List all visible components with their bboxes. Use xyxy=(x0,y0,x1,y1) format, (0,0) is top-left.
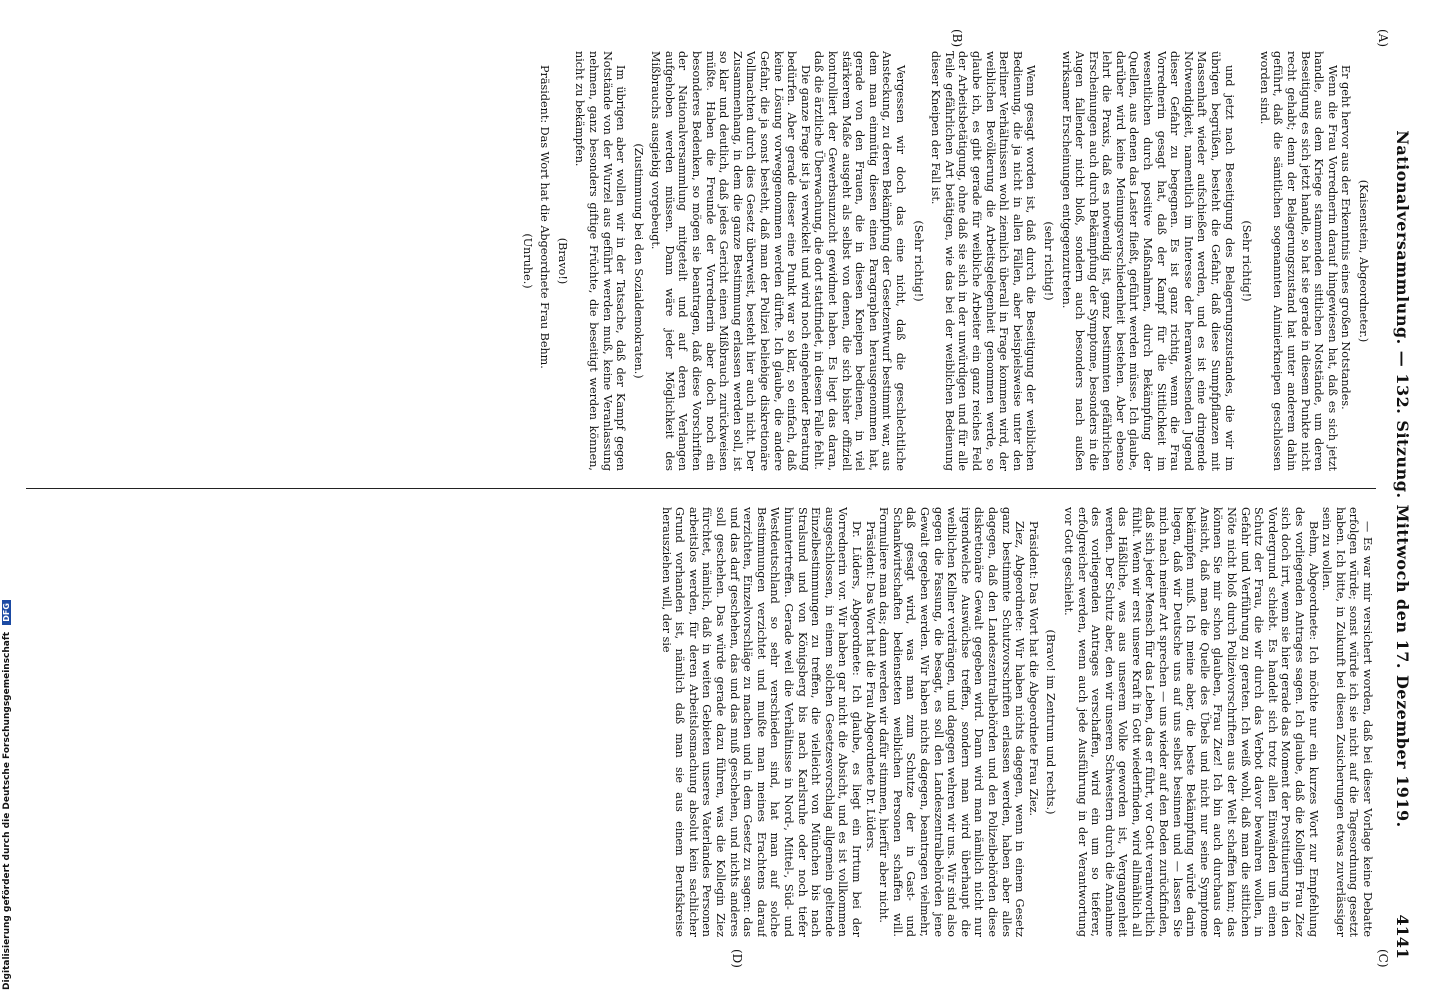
right-column xyxy=(30,507,1374,937)
footer-text: Digitalisierung gefördert durch die Deutsche Forschungsgemeinschaft xyxy=(2,631,12,990)
column-divider xyxy=(26,488,1376,489)
interjection: (Sehr richtig!) xyxy=(1240,220,1254,302)
paragraph: und jetzt nach Beseitigung des Belagerungszustandes, die wir im übrigen begrüßen, besteht die Gefahr, daß diese Sumpfpflanzen mit Massenhaft wieder aufschießen werden, und es ist eine dringende Notwendigkeit, namentlich im Interesse der heranwachsenden Jugend dieser Gefahr zu begegnen. Es ist ganz richtig, wenn die Frau Vorrednerin gesagt hat, daß der Kampf für die Sittlichkeit im wesentlichen durch positive Maßnahmen, durch Bekämpfung der Quellen, aus denen das Laster fließt, geführt werden müsse. Ich glaube, darüber wird keine Meinungsverschiedenheit bestehen. Aber ebenso lehrt die Praxis, daß es notwendig ist, ganz bestimmten gefährlichen Erscheinungen auch durch Bekämpfung der Symptome, besonders in die Augen fallender nicht bloß, sondern auch besonders nach außen wirksamer Erscheinungen entgegenzutreten. xyxy=(1059,51,1236,471)
interjection: (Bravo!) xyxy=(555,237,569,285)
page-number: 4141 xyxy=(1393,914,1412,959)
paragraph: Ziez, Abgeordnete: Wir haben nichts dagegen, wenn in einem Gesetz ganz bestimmte Schutzvorschriften erlassen werden, haben aber alles dagegen, daß den Landeszentralbehörden und den Polizeibehörden diese diskretionäre Gewalt gegeben wird. Dann wird man nämlich nicht nur irgendwelche Auswüchse treffen, sondern man wird überhaupt die weiblichen Kellner verdrängen, und dagegen wehren wir uns. Wir sind also gegen die Fassung, die besagt, es soll den Landeszentralbehörden jene Gewalt gegeben werden. Wir haben nichts dagegen, beantragen vielmehr, daß gesagt wird, was man zum Schutze der in Gast- und Schankwirtschaften bediensteten weiblichen Personen schaffen will. Formuliere man das; dann werden wir dafür stimmen, hierfür aber nicht. xyxy=(877,507,1027,937)
interjection: (Sehr richtig!) xyxy=(911,220,925,302)
page-title: Nationalversammlung. — 132. Sitzung. Mittwoch den 17. Dezember 1919. xyxy=(1393,130,1412,828)
paragraph: Wenn gesagt worden ist, daß durch die Beseitigung der weiblichen Bedienung, die ja nicht in allen Fällen, aber beispielsweise unter den Berliner Verhältnissen wohl ziemlich überall in Frage kommen wird, der weiblichen Bevölkerung die Arbeitsgelegenheit genommen werde, so glaube ich, es gibt gerade für weibliche Arbeiter ein ganz reiches Feld der Arbeitsbetätigung, ohne daß sie sich in der unwürdigen und für alle Teile gefährlichen Art betätigen, wie das bei der weiblichen Bedienung dieser Kneipen der Fall ist. xyxy=(929,51,1038,471)
interjection: (Bravo! im Zentrum und rechts.) xyxy=(1044,629,1058,815)
interjection: (Unruhe.) xyxy=(520,233,534,289)
margin-mark-d: (D) xyxy=(730,949,744,968)
interjection: (sehr richtig!) xyxy=(1041,221,1055,301)
left-column xyxy=(30,51,1374,471)
paragraph: Dr. Lüders, Abgeordnete: Ich glaube, es liegt ein Irrtum bei der Vorrednerin vor. Wir haben gar nicht die Absicht, und es ist vollkommen ausgeschlossen, in einem solchen Gesetzesvorschlag allgemein geltende Einzelbestimmungen zu treffen, die vielleicht von München bis nach Stralsund und von Königsberg bis nach Karlsruhe oder noch tiefer hinuntertreffen. Gerade weil die Verhältnisse in Nord-, Mittel-, Süd- und Westdeutschland so sehr verschieden sind, hat man auf solche Bestimmungen verzichtet und mußte man meines Erachtens darauf verzichten, Einzelvorschläge zu machen und in dem Gesetz zu sagen: das und das darf geschehen, das und das muß geschehen, und nichts anderes soll geschehen. Das würde gerade dazu führen, was die Kollegin Ziez fürchtet, nämlich, daß in weiten Gebieten unseres Vaterlandes Personen arbeitslos werden, für deren Arbeitslosmachung absolut kein sachlicher Grund vorhanden ist, nämlich daß man sie aus einem Berufskreise herausziehen will, der sie xyxy=(659,507,864,937)
speaker-heading: (Kaisenstein, Abgeordneter.) xyxy=(1357,179,1370,343)
margin-mark-a: (A) xyxy=(1376,29,1390,48)
paragraph: Wenn die Frau Vorrednerin darauf hingewiesen hat, daß es sich jetzt handle, aus dem Kriege stammenden sittlichen Notstände, um deren Beseitigung es sich jetzt handle, so hat sie gerade in diesem Punkte nicht recht gehabt; denn der Belagerungszustand hat unter anderem dahin geführt, daß die sämtlichen sogenannten Animierkneipen geschlossen worden sind. xyxy=(1257,51,1339,471)
president-line: Präsident: Das Wort hat die Frau Abgeordnete Dr. Lüders. xyxy=(863,521,877,852)
interjection: (Zustimmung bei den Sozialdemokraten.) xyxy=(631,143,645,379)
paragraph: Im übrigen aber wollen wir in der Tatsache, daß der Kampf gegen Notstände von der Wurzel aus geführt werden muß, keine Veranlassung nehmen, ganz besonders giftige Früchte, die beseitigt werden können, nicht zu bekämpfen. xyxy=(573,51,628,471)
dfg-logo: DFG xyxy=(2,600,11,625)
margin-mark-c: (C) xyxy=(1376,949,1390,968)
margin-mark-b: (B) xyxy=(950,29,964,48)
president-line: Präsident: Das Wort hat die Abgeordnete Frau Behm. xyxy=(538,65,552,369)
paragraph: Die ganze Frage ist ja verwickelt und wird noch eingehender Beratung bedürfen. Aber gerade dieser eine Punkt war so klar, so einfach, daß keine Lösung vorweggenommen werden dürfte. Ich glaube, die andere Gefahr, die ja sonst besteht, daß man der Polizei beliebige diskretionäre Vollmachten durch dies Gesetz überweist, besteht hier auch nicht. Der Zusammenhang, in dem die ganze Bestimmung erlassen werden soll, ist so klar und deutlich, daß jedes Gericht einen Mißbrauch zurückweisen müßte. Haben die Freunde der Vorrednerin aber doch noch ein besonderes Bedenken, so mögen sie beantragen, daß diese Vorschriften der Nationalversammlung mitgeteilt und auf deren Verlangen aufgehoben werden müssen. Dann wäre jeder Möglichkeit des Mißbrauchs ausgiebig vorgebeugt. xyxy=(649,51,812,471)
funding-footer xyxy=(2,600,16,990)
paragraph: — Es war mir versichert worden, daß bei dieser Vorlage keine Debatte erfolgen würde; sonst würde ich sie nicht auf die Tagesordnung gesetzt haben. Ich bitte, in Zukunft bei diesen Zusicherungen etwas zuverlässiger sein zu wollen. xyxy=(1320,507,1374,937)
page-header xyxy=(1388,39,1412,959)
paragraph: Behm, Abgeordnete: Ich möchte nur ein kurzes Wort zur Empfehlung des vorliegenden Antrages sagen. Ich glaube, daß die Kollegin Frau Ziez sich doch irrt, wenn sie hier gerade das Moment der Prostituierung in den Vordergrund schiebt. Es handelt sich trotz allen Einwänden um einen Schutz der Frau, die wir durch das Verbot davor bewahren wollen, in Gefahr und Verführung zu geraten. Ich weiß wohl, daß man die sittlichen Nöte nicht bloß durch Polizeivorschriften aus der Welt schaffen kann; das können Sie mir schon glauben, Frau Ziez! Ich bin auch durchaus der Ansicht, daß man die Quelle des Übels und nicht nur seine Symptome bekämpfen muß. Ich meine aber, die beste Bekämpfung würde darin liegen, daß wir Deutsche uns auf uns selbst besinnen und — lassen Sie mich nach meiner Art sprechen — uns wieder auf den Boden zurückfinden, daß sich jeder Mensch für das Leben, das er führt, vor Gott verantwortlich fühlt. Wenn wir erst unsere Kraft in Gott wiederfinden, wird allmählich all das Häßliche, was aus unserem Volke geworden ist, Vergangenheit werden. Der Schutz aber, den wir unseren Schwestern durch die Annahme des vorliegenden Antrages verschaffen, wird ein um so tieferer, erfolgreicher werden, wenn auch jede Ausführung in der Verantwortung vor Gott geschieht. xyxy=(1061,507,1320,937)
paragraph: Er geht hervor aus der Erkenntnis eines großen Notstandes. xyxy=(1339,65,1353,410)
paragraph: Vergessen wir doch das eine nicht, daß die geschlechtliche Ansteckung, zu deren Bekämpfung der Gesetzentwurf bestimmt war, aus dem man einmütig diesen einen Paragraphen herausgenommen hat, gerade von den Frauen, die in diesen Kneipen bedienen, in viel stärkerem Maße ausgeht als selbst von denen, die sich bisher offiziell kontrolliert der Gewerbsunzucht gewidmet haben. Es liegt das daran, daß die ärztliche Überwachung, die dort stattfindet, in diesem Falle fehlt. xyxy=(812,51,907,471)
president-line: Präsident: Das Wort hat die Abgeordnete Frau Ziez. xyxy=(1026,521,1040,817)
